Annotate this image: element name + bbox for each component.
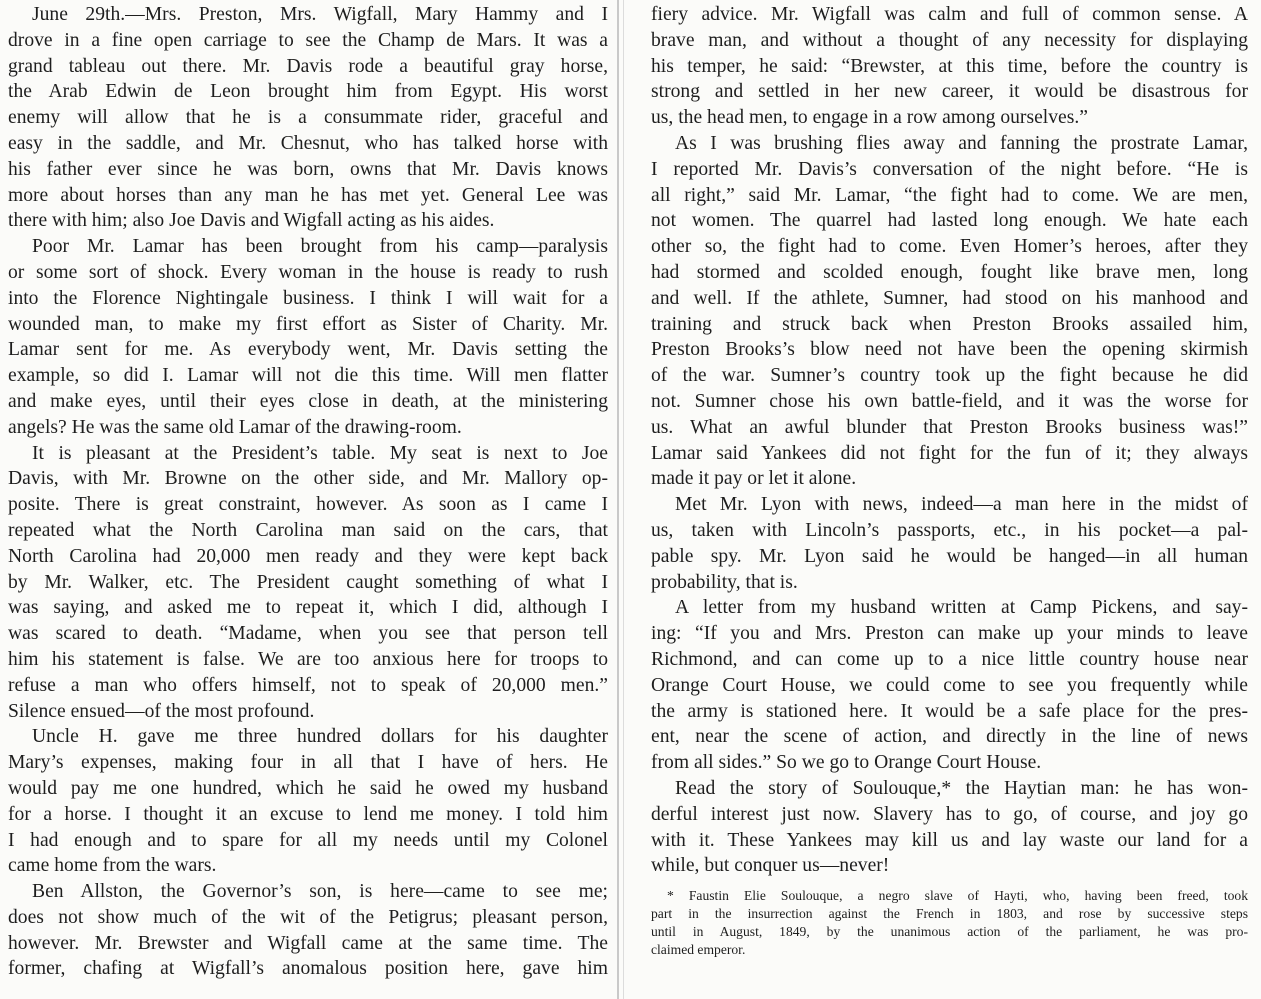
left-column-line: into the Florence Nightingale business. I think I will wait for a <box>8 287 608 309</box>
left-column-line: does not show much of the wit of the Petigrus; pleasant person, <box>8 906 608 928</box>
right-column-line: us, the head men, to engage in a row among ourselves.” <box>651 107 1088 129</box>
right-column-line: Orange Court House, we could come to see you frequently while <box>651 674 1248 696</box>
footnote-line: until in August, 1849, by the unanimous action of the parliament, he was pro- <box>651 924 1248 940</box>
right-column-line: not. Sumner chose his own battle-field, and it was the worse for <box>651 390 1248 412</box>
left-column-line: angels? He was the same old Lamar of the drawing-room. <box>8 416 462 438</box>
left-column-line: example, so did I. Lamar will not die this time. Will men flatter <box>8 365 608 387</box>
left-column-line: former, chafing at Wigfall’s anomalous position here, gave him <box>8 958 608 980</box>
left-column-line: Uncle H. gave me three hundred dollars for his daughter <box>32 726 608 748</box>
right-column-line: brave man, and without a thought of any necessity for displaying <box>651 29 1248 51</box>
right-column-line: Read the story of Soulouque,* the Haytian man: he has won- <box>675 777 1248 799</box>
right-column-line: with it. These Yankees may kill us and lay waste our land for a <box>651 829 1248 851</box>
left-column-line: drove in a fine open carriage to see the Champ de Mars. It was a <box>8 29 608 51</box>
left-column-line: Davis, with Mr. Browne on the other side, and Mr. Mallory op- <box>8 468 608 490</box>
left-column-line: the Arab Edwin de Leon brought him from Egypt. His worst <box>8 81 608 103</box>
left-column-line: refuse a man who offers himself, not to speak of 20,000 men.” <box>8 674 608 696</box>
left-column-line: June 29th.—Mrs. Preston, Mrs. Wigfall, Mary Hammy and I <box>32 4 608 25</box>
left-column-line: him his statement is false. We are too anxious here for troops to <box>8 648 608 670</box>
right-column-line: all right,” said Mr. Lamar, “the fight had to come. We are men, <box>651 184 1248 206</box>
left-column-line: I had enough and to spare for all my needs until my Colonel <box>8 829 608 851</box>
left-column-line: there with him; also Joe Davis and Wigfall acting as his aides. <box>8 210 495 232</box>
left-column-line: Lamar sent for me. As everybody went, Mr. Davis setting the <box>8 339 608 361</box>
left-column-line: his father ever since he was born, owns that Mr. Davis knows <box>8 158 608 180</box>
right-column-line: fiery advice. Mr. Wigfall was calm and full of common sense. A <box>651 4 1248 25</box>
right-column-line: Met Mr. Lyon with news, indeed—a man here in the midst of <box>675 494 1248 516</box>
right-column-line: and well. If the athlete, Sumner, had stood on his manhood and <box>651 287 1248 309</box>
right-column-line: training and struck back when Preston Brooks assailed him, <box>651 313 1248 335</box>
left-column-line: posite. There is great constraint, however. As soon as I came I <box>8 494 608 516</box>
footnote <box>651 887 1248 959</box>
right-column-line: had stormed and scolded enough, fought like brave men, long <box>651 261 1248 283</box>
left-column-line: Poor Mr. Lamar has been brought from his camp—paralysis <box>32 236 608 258</box>
right-column-line: us, taken with Lincoln’s passports, etc., in his pocket—a pal- <box>651 519 1248 541</box>
right-column-line: from all sides.” So we go to Orange Court House. <box>651 752 1042 774</box>
right-column <box>651 0 1248 959</box>
right-column-line: pable spy. Mr. Lyon said he would be hanged—in all human <box>651 545 1248 567</box>
right-column-line: Lamar said Yankees did not fight for the fun of it; they always <box>651 442 1248 464</box>
right-column-line: probability, that is. <box>651 571 798 593</box>
footnote-line: * Faustin Elie Soulouque, a negro slave of Hayti, who, having been freed, took <box>667 888 1248 904</box>
right-column-line: ing: “If you and Mrs. Preston can make up your minds to leave <box>651 623 1248 645</box>
right-column-line: the army is stationed here. It would be a safe place for the pres- <box>651 700 1248 722</box>
left-column-line: North Carolina had 20,000 men ready and they were kept back <box>8 545 608 567</box>
left-column-line: Silence ensued—of the most profound. <box>8 700 315 722</box>
left-column-line: enemy will allow that he is a consummate rider, graceful and <box>8 107 608 129</box>
right-column-body <box>651 2 1248 879</box>
left-column-line: and make eyes, until their eyes close in death, at the ministering <box>8 390 608 412</box>
left-column-line: grand tableau out there. Mr. Davis rode a beautiful gray horse, <box>8 55 608 77</box>
left-column-line: was saying, and asked me to repeat it, which I did, although I <box>8 597 608 619</box>
left-column-line: wounded man, to make my first effort as Sister of Charity. Mr. <box>8 313 608 335</box>
left-column-line: more about horses than any man he has met yet. General Lee was <box>8 184 608 206</box>
right-column-line: not women. The quarrel had lasted long enough. We hate each <box>651 210 1248 232</box>
right-column-line: made it pay or let it alone. <box>651 468 857 490</box>
column-gutter <box>617 0 619 999</box>
right-column-line: Preston Brooks’s blow need not have been the opening skirmish <box>651 339 1248 361</box>
left-column-line: repeated what the North Carolina man said on the cars, that <box>8 519 608 541</box>
right-column-line: his temper, he said: “Brewster, at this time, before the country is <box>651 55 1248 77</box>
left-column <box>8 0 608 982</box>
footnote-line: part in the insurrection against the French in 1803, and rose by successive steps <box>651 906 1248 922</box>
left-column-line: for a horse. I thought it an excuse to lend me money. I told him <box>8 803 608 825</box>
left-column-line: by Mr. Walker, etc. The President caught something of what I <box>8 571 608 593</box>
left-column-line: however. Mr. Brewster and Wigfall came at the same time. The <box>8 932 608 954</box>
left-column-line: It is pleasant at the President’s table. My seat is next to Joe <box>32 442 608 464</box>
right-column-line: us. What an awful blunder that Preston Brooks business was!” <box>651 416 1248 438</box>
right-column-line: I reported Mr. Davis’s conversation of the night before. “He is <box>651 158 1248 180</box>
right-column-line: of the war. Sumner’s country took up the fight because he did <box>651 365 1248 387</box>
footnote-line: claimed emperor. <box>651 942 746 958</box>
left-column-line: came home from the wars. <box>8 855 217 877</box>
right-column-line: Richmond, and can come up to a nice little country house near <box>651 648 1248 670</box>
right-column-line: A letter from my husband written at Camp Pickens, and say- <box>675 597 1248 619</box>
left-column-line: or some sort of shock. Every woman in the house is ready to rush <box>8 261 608 283</box>
left-column-line: Ben Allston, the Governor’s son, is here—came to see me; <box>32 881 608 903</box>
right-column-line: ent, near the scene of action, and directly in the line of news <box>651 726 1248 748</box>
right-column-line: strong and settled in her new career, it would be disastrous for <box>651 81 1248 103</box>
column-gutter-shadow <box>623 0 624 999</box>
right-column-line: other so, the fight had to come. Even Homer’s heroes, after they <box>651 236 1248 258</box>
left-column-line: Mary’s expenses, making four in all that I have of hers. He <box>8 752 608 774</box>
left-column-line: was scared to death. “Madame, when you see that person tell <box>8 623 608 645</box>
right-column-line: As I was brushing flies away and fanning the prostrate Lamar, <box>675 132 1248 154</box>
right-column-line: derful interest just now. Slavery has to go, of course, and joy go <box>651 803 1248 825</box>
left-column-line: easy in the saddle, and Mr. Chesnut, who has talked horse with <box>8 132 608 154</box>
left-column-line: would pay me one hundred, which he said he owed my husband <box>8 777 608 799</box>
right-column-line: while, but conquer us—never! <box>651 855 890 877</box>
